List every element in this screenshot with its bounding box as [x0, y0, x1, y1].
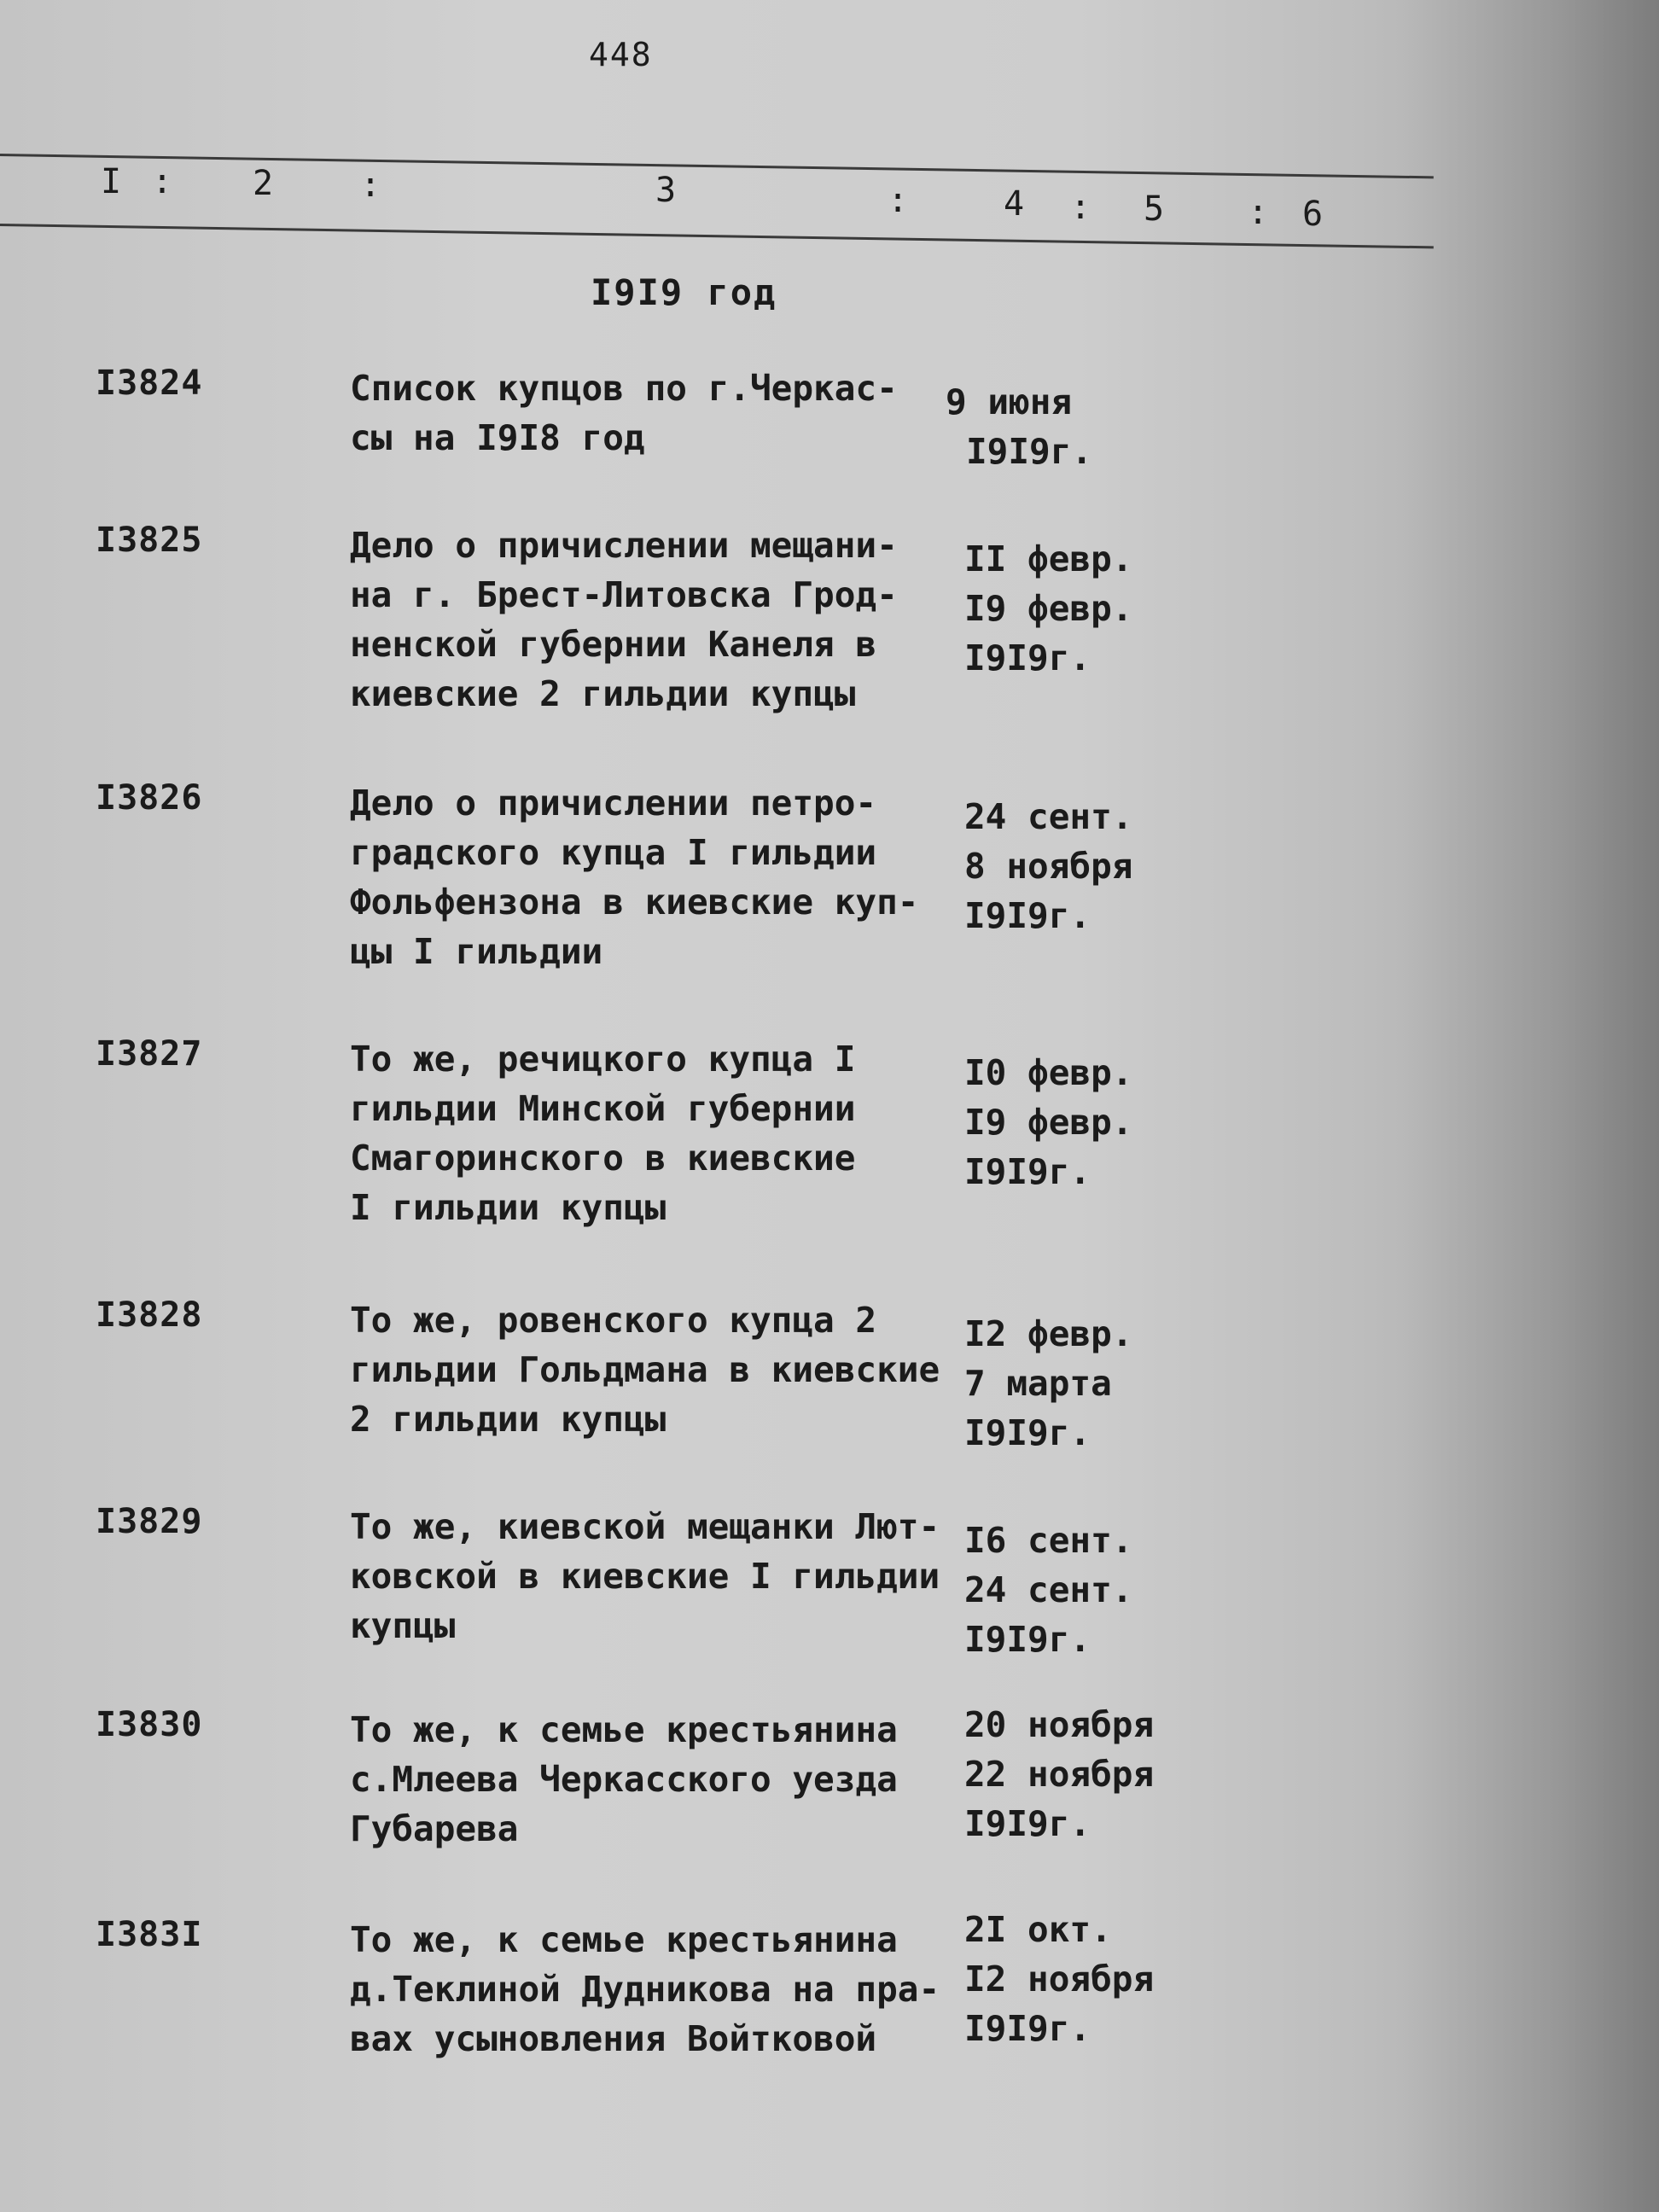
- column-header-2: 2: [253, 164, 274, 203]
- date-line: 2I окт.: [964, 1909, 1112, 1950]
- title-line: 2 гильдии купцы: [350, 1399, 667, 1440]
- title-line: купцы: [350, 1605, 456, 1646]
- entry-dates: [964, 534, 1132, 683]
- title-line: Смагоринского в киевские: [350, 1138, 856, 1179]
- title-line: вах усыновления Войтковой: [350, 2018, 877, 2059]
- page-number: 448: [589, 36, 653, 73]
- title-line: То же, к семье крестьянина: [350, 1919, 898, 1960]
- date-line: I9 февр.: [964, 1102, 1133, 1143]
- title-line: ненской губернии Канеля в: [350, 624, 877, 665]
- entry-number: I3826: [96, 778, 203, 818]
- title-line: ковской в киевские I гильдии: [350, 1556, 940, 1597]
- title-line: То же, киевской мещанки Лют-: [350, 1506, 940, 1547]
- header-rule-top: [0, 154, 1434, 178]
- date-line: I9I9г.: [964, 1151, 1091, 1192]
- date-line: I2 февр.: [964, 1313, 1133, 1354]
- entry-number: I3828: [96, 1295, 203, 1335]
- date-line: II февр.: [964, 538, 1133, 579]
- title-line: гильдии Гольдмана в киевские: [350, 1349, 940, 1390]
- entry-number: I3827: [96, 1034, 203, 1074]
- title-line: киевские 2 гильдии купцы: [350, 673, 856, 714]
- title-line: То же, к семье крестьянина: [350, 1709, 898, 1750]
- date-line: I6 сент.: [964, 1520, 1133, 1561]
- entry-number: I383I: [96, 1915, 203, 1954]
- entry-dates: [964, 1048, 1132, 1196]
- title-line: цы I гильдии: [350, 931, 603, 972]
- title-line: Дело о причислении петро-: [350, 783, 877, 824]
- entry-title: [350, 1295, 964, 1444]
- column-separator: :: [1248, 193, 1269, 232]
- entry-number: I3825: [96, 521, 203, 560]
- title-line: градского купца I гильдии: [350, 832, 877, 873]
- date-line: I9I9г.: [964, 895, 1091, 936]
- date-line: I0 февр.: [964, 1052, 1133, 1093]
- date-line: 22 ноября: [964, 1754, 1155, 1795]
- date-line: I9I9г.: [964, 2008, 1091, 2049]
- date-line: 24 сент.: [964, 796, 1133, 837]
- column-header-4: 4: [1004, 184, 1025, 224]
- entry-number: I3824: [96, 364, 203, 403]
- column-separator: :: [888, 181, 909, 220]
- date-line: I9 февр.: [964, 588, 1133, 629]
- date-line: 8 ноября: [964, 846, 1133, 887]
- column-header-1: I: [101, 162, 122, 201]
- title-line: с.Млеева Черкасского уезда: [350, 1759, 898, 1800]
- title-line: гильдии Минской губернии: [350, 1088, 856, 1129]
- column-header-5: 5: [1144, 189, 1165, 229]
- date-line: 24 сент.: [964, 1569, 1133, 1610]
- header-rule-bottom: [0, 224, 1434, 248]
- entry-number: I3830: [96, 1705, 203, 1744]
- column-header-3: 3: [655, 171, 677, 210]
- entry-number: I3829: [96, 1502, 203, 1541]
- date-line: 7 марта: [964, 1363, 1112, 1404]
- title-line: Фольфензона в киевские куп-: [350, 882, 919, 923]
- entry-dates: [964, 1905, 1154, 2053]
- title-line: на г. Брест-Литовска Грод-: [350, 574, 898, 615]
- title-line: сы на I9I8 год: [350, 417, 645, 458]
- column-separator: :: [360, 166, 381, 205]
- date-line: I9I9г.: [966, 431, 1093, 472]
- title-line: д.Теклиной Дудникова на пра-: [350, 1969, 940, 2010]
- date-line: I9I9г.: [964, 1803, 1091, 1844]
- entry-dates: [946, 377, 1092, 476]
- date-line: 20 ноября: [964, 1704, 1155, 1745]
- entry-title: [350, 521, 964, 719]
- title-line: Дело о причислении мещани-: [350, 525, 898, 566]
- date-line: I9I9г.: [964, 1412, 1091, 1453]
- entry-dates: [964, 792, 1132, 940]
- page-edge-shadow: [1403, 0, 1659, 2212]
- entry-title: [350, 364, 964, 463]
- entry-dates: [964, 1309, 1132, 1458]
- column-separator: :: [1070, 188, 1091, 227]
- date-line: 9 июня: [946, 381, 1073, 422]
- column-separator: :: [152, 162, 173, 201]
- date-line: I9I9г.: [964, 1619, 1091, 1660]
- entry-title: [350, 778, 964, 976]
- entry-title: [350, 1034, 964, 1232]
- entry-title: [350, 1705, 964, 1854]
- year-heading: I9I9 год: [591, 271, 777, 313]
- title-line: То же, речицкого купца I: [350, 1039, 856, 1080]
- column-header-6: 6: [1302, 195, 1324, 234]
- date-line: I2 ноября: [964, 1959, 1155, 2000]
- title-line: Список купцов по г.Черкас-: [350, 368, 898, 409]
- entry-title: [350, 1502, 964, 1650]
- title-line: То же, ровенского купца 2: [350, 1300, 877, 1341]
- title-line: I гильдии купцы: [350, 1187, 667, 1228]
- entry-dates: [964, 1700, 1154, 1848]
- title-line: Губарева: [350, 1808, 519, 1849]
- entry-title: [350, 1915, 964, 2064]
- entry-dates: [964, 1516, 1132, 1664]
- date-line: I9I9г.: [964, 637, 1091, 678]
